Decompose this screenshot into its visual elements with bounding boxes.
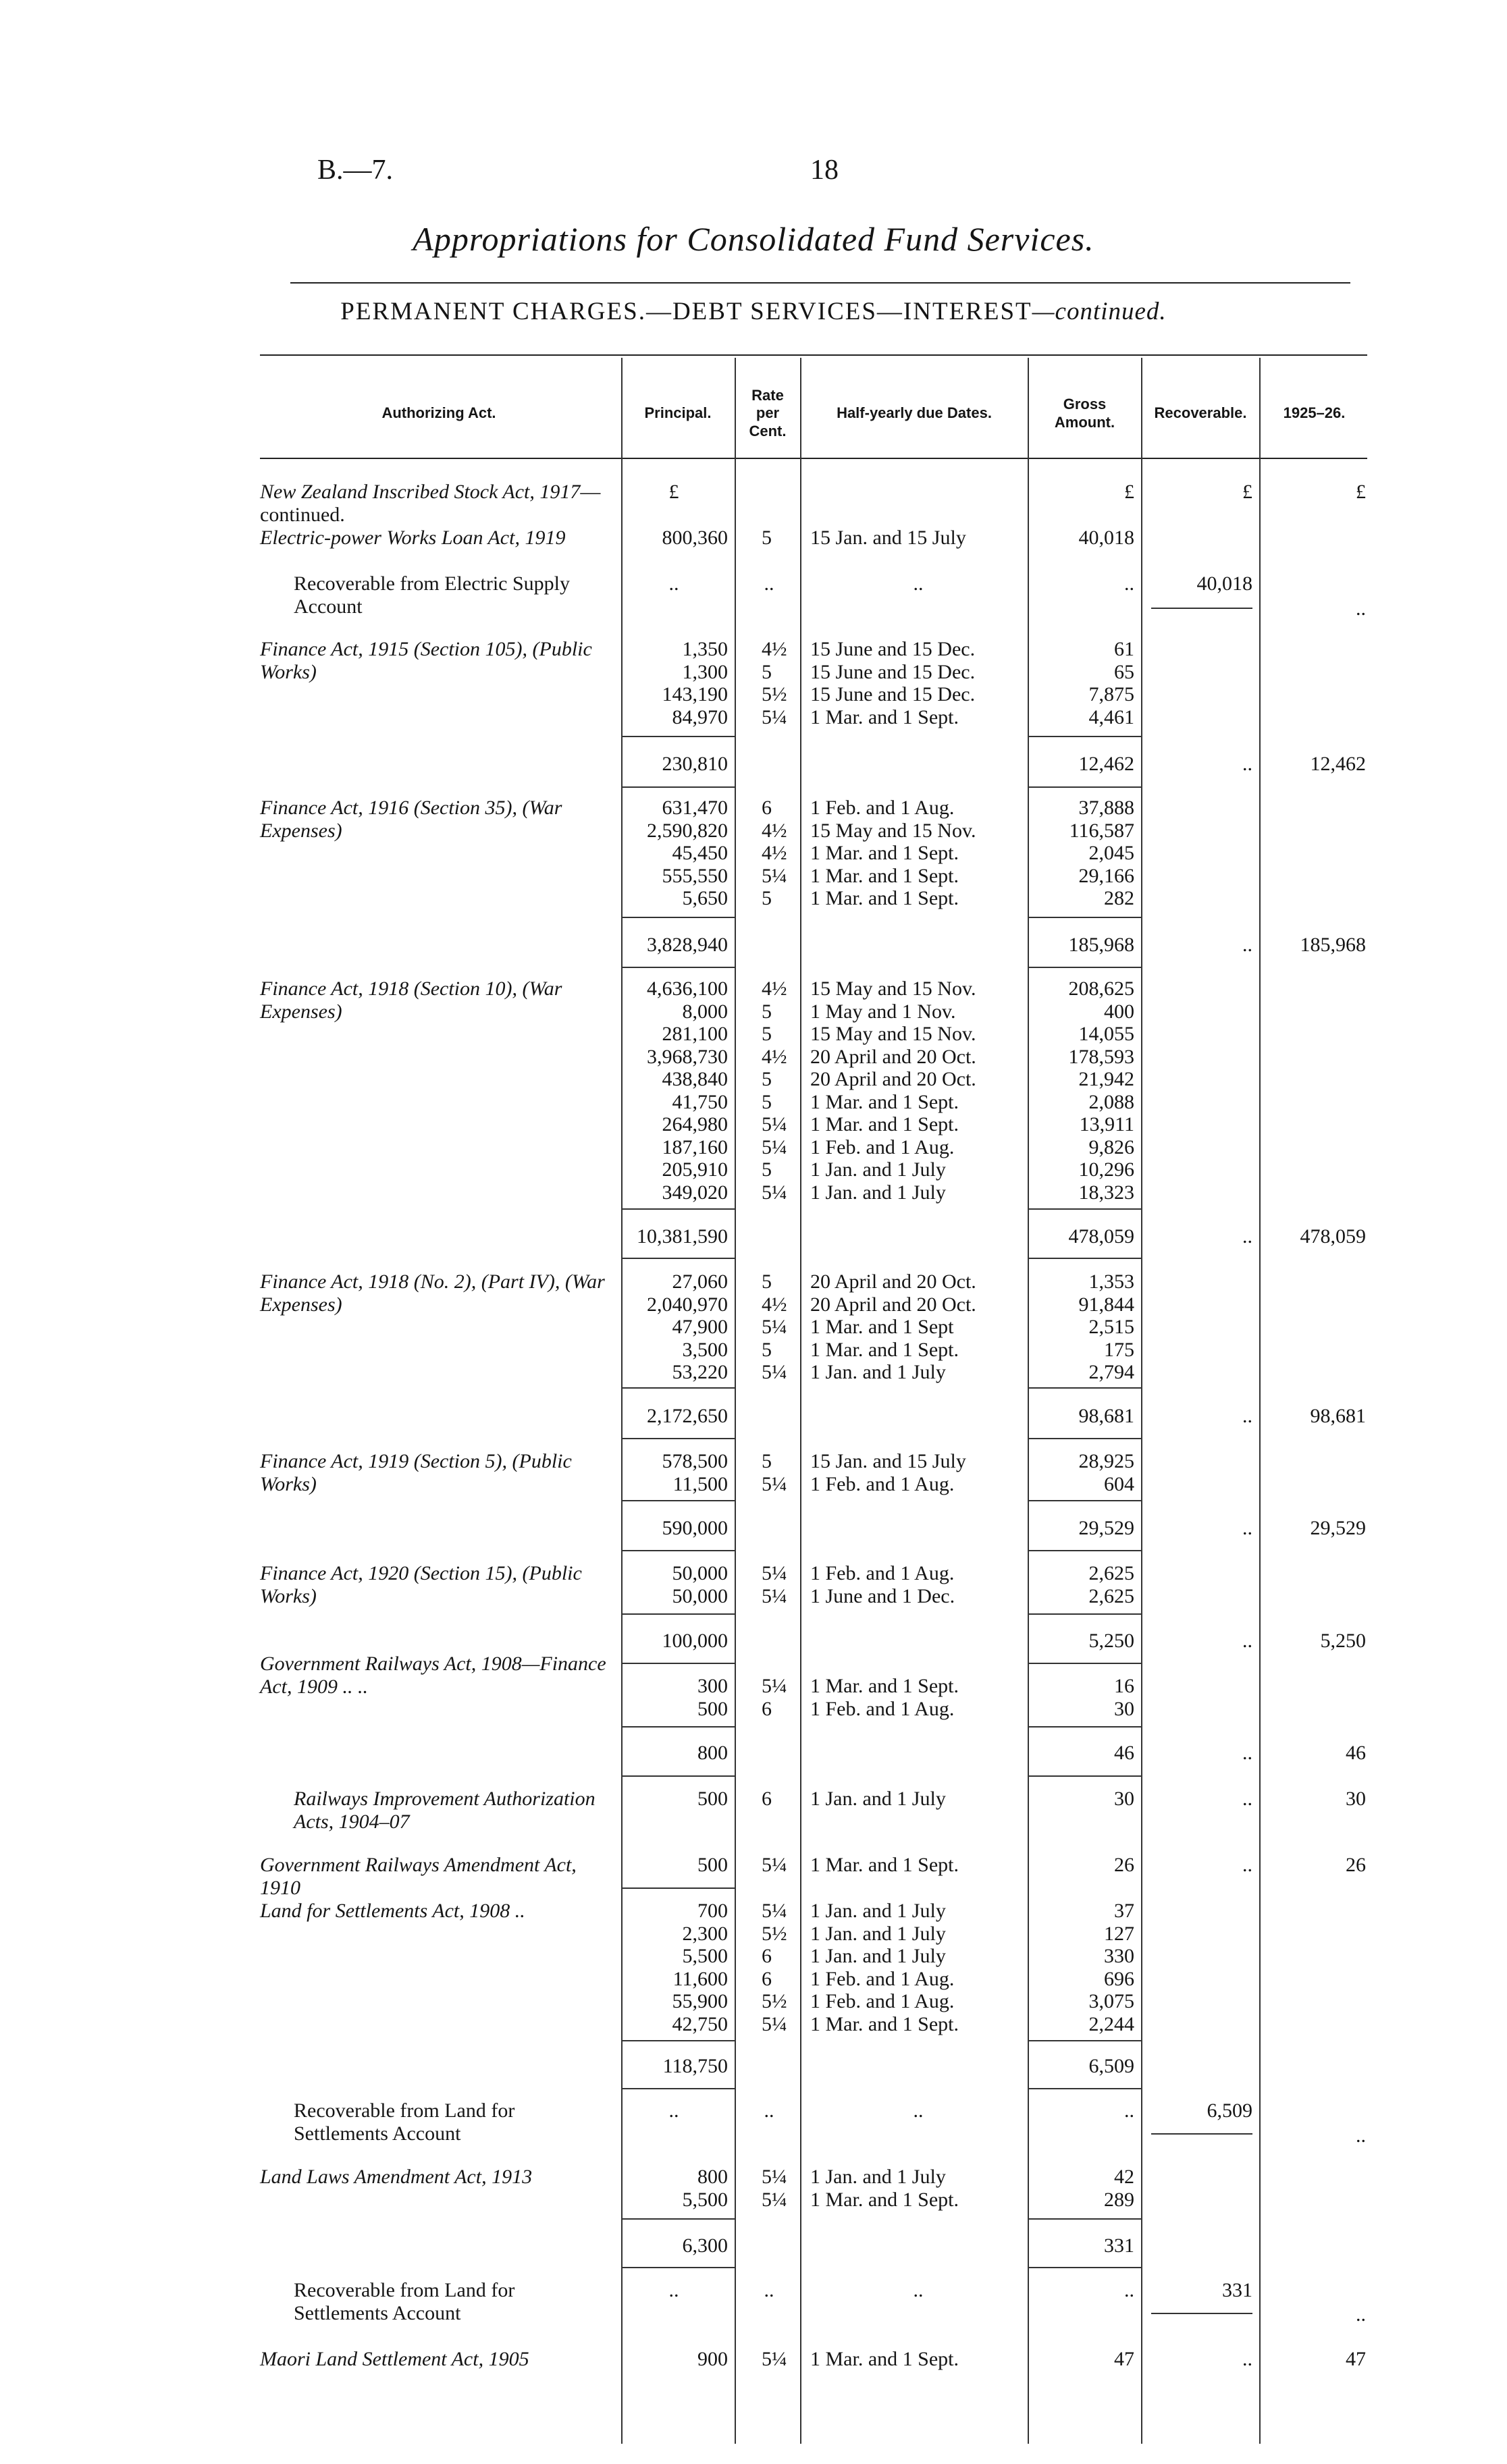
placeholder-dots: .. xyxy=(1242,1517,1252,1539)
subtotal-rule xyxy=(1029,1258,1141,1259)
principal-cell: 300 500 xyxy=(697,1675,728,1720)
recoverable-underline xyxy=(1151,2133,1252,2135)
subtotal-rule xyxy=(623,917,735,918)
subtotal-rule xyxy=(623,1775,735,1777)
subtotal-rule xyxy=(1029,1550,1141,1551)
subtotal-rule xyxy=(1029,917,1141,918)
year-total: 478,059 xyxy=(1300,1225,1366,1248)
gross-cell: 26 xyxy=(1114,1854,1134,1876)
table-header-rule xyxy=(260,458,1367,459)
subtotal-rule xyxy=(1029,2040,1141,2041)
subtotal-rule xyxy=(1029,967,1141,968)
subtotal-rule xyxy=(1029,1500,1141,1501)
rate-cell: 5¼ 6 xyxy=(762,1675,787,1720)
subtotal-gross: 331 xyxy=(1104,2234,1134,2257)
dates-cell: 1 Jan. and 1 July 1 Mar. and 1 Sept. xyxy=(810,2166,959,2211)
act-label: Land Laws Amendment Act, 1913 xyxy=(260,2166,533,2188)
dates-cell: 15 Jan. and 15 July 1 Feb. and 1 Aug. xyxy=(810,1450,966,1495)
placeholder-dots: .. xyxy=(668,2279,679,2301)
gross-cell: 37 127 330 696 3,075 2,244 xyxy=(1088,1900,1134,2035)
year-total: 12,462 xyxy=(1310,753,1366,775)
subtotal-rule xyxy=(623,2040,735,2041)
gross-cell: 37,888 116,587 2,045 29,166 282 xyxy=(1069,797,1134,909)
placeholder-dots: .. xyxy=(1356,597,1366,620)
gross-cell: 1,353 91,844 2,515 175 2,794 xyxy=(1078,1270,1134,1383)
principal-cell: 631,470 2,590,820 45,450 555,550 5,650 xyxy=(647,797,728,909)
subtotal-rule xyxy=(623,1550,735,1551)
subtotal-rule xyxy=(1029,736,1141,737)
subtotal-gross: 98,681 xyxy=(1078,1405,1134,1427)
currency-gross: £ xyxy=(1124,481,1134,503)
subtotal-principal: 10,381,590 xyxy=(637,1225,728,1248)
principal-cell: 900 xyxy=(697,2348,728,2370)
rate-cell: 4½ 5 5½ 5¼ xyxy=(762,638,787,728)
year-total: 98,681 xyxy=(1310,1405,1366,1427)
subtotal-rule xyxy=(623,736,735,737)
subtotal-rule xyxy=(623,2218,735,2220)
subtotal-principal: 6,300 xyxy=(682,2234,728,2257)
principal-cell: 500 xyxy=(697,1854,728,1876)
subtotal-rule xyxy=(1029,2088,1141,2089)
table-top-rule xyxy=(260,354,1367,356)
act-label: Finance Act, 1920 (Section 15), (Public Works) xyxy=(260,1562,582,1607)
act-label: New Zealand Inscribed Stock Act, 1917—continued. xyxy=(260,481,601,526)
subtotal-principal: 800 xyxy=(697,1742,728,1764)
act-label: Government Railways Amendment Act, 1910 xyxy=(260,1854,577,1899)
subtotal-gross: 5,250 xyxy=(1088,1630,1134,1652)
subtotal-rule xyxy=(623,1438,735,1439)
act-label: Finance Act, 1918 (No. 2), (Part IV), (War Expenses) xyxy=(260,1270,605,1316)
rate-cell: 5¼ xyxy=(762,1854,787,1876)
placeholder-dots: .. xyxy=(1124,572,1134,595)
act-label: Finance Act, 1916 (Section 35), (War Expenses) xyxy=(260,797,562,842)
subtotal-rule xyxy=(623,1887,735,1889)
placeholder-dots: .. xyxy=(1356,2303,1366,2326)
rate-cell: 5¼ 5¼ xyxy=(762,2166,787,2211)
placeholder-dots: .. xyxy=(1242,1788,1252,1810)
subtotal-rule xyxy=(623,786,735,788)
year-total: 26 xyxy=(1346,1854,1366,1876)
subtotal-gross: 185,968 xyxy=(1068,934,1134,956)
recoverable-cell: 6,509 xyxy=(1207,2099,1252,2122)
principal-cell: 27,060 2,040,970 47,900 3,500 53,220 xyxy=(647,1270,728,1383)
gross-cell: 28,925 604 xyxy=(1078,1450,1134,1495)
subtotal-rule xyxy=(1029,1387,1141,1389)
recoverable-label: Recoverable from Electric Supply Account xyxy=(294,572,571,618)
gross-cell: 47 xyxy=(1114,2348,1134,2370)
subtotal-rule xyxy=(1029,1663,1141,1664)
column-divider xyxy=(1259,358,1261,2444)
subtotal-rule xyxy=(1029,1726,1141,1728)
gross-cell: 208,625 400 14,055 178,593 21,942 2,088 13,911 9,826 10,296 18,323 xyxy=(1068,977,1134,1204)
dates-cell: 1 Feb. and 1 Aug. 15 May and 15 Nov. 1 Mar. and 1 Sept. 1 Mar. and 1 Sept. 1 Mar. and 1 Sept. xyxy=(810,797,976,909)
rate-cell: 4½ 5 5 4½ 5 5 5¼ 5¼ 5 5¼ xyxy=(762,977,787,1204)
subtotal-gross: 12,462 xyxy=(1078,753,1134,775)
subtotal-gross: 6,509 xyxy=(1088,2055,1134,2077)
column-divider xyxy=(1028,358,1029,2444)
dates-cell: 1 Feb. and 1 Aug. 1 June and 1 Dec. xyxy=(810,1562,955,1607)
subtotal-principal: 590,000 xyxy=(662,1517,728,1539)
year-total: 47 xyxy=(1346,2348,1366,2370)
subtotal-rule xyxy=(1029,2267,1141,2268)
subtotal-rule xyxy=(623,1663,735,1664)
subtotal-principal: 2,172,650 xyxy=(647,1405,728,1427)
placeholder-dots: .. xyxy=(1356,2124,1366,2147)
subtotal-gross: 46 xyxy=(1114,1742,1134,1764)
gross-cell: 61 65 7,875 4,461 xyxy=(1088,638,1134,728)
dates-cell: 1 Mar. and 1 Sept. xyxy=(810,1854,959,1876)
subtotal-rule xyxy=(1029,1208,1141,1210)
placeholder-dots: .. xyxy=(913,2099,924,2122)
subtotal-rule xyxy=(623,1208,735,1210)
principal-cell: 700 2,300 5,500 11,600 55,900 42,750 xyxy=(672,1900,728,2035)
subtotal-principal: 100,000 xyxy=(662,1630,728,1652)
currency-recoverable: £ xyxy=(1242,481,1252,503)
recoverable-underline xyxy=(1151,608,1252,609)
placeholder-dots: .. xyxy=(1242,1405,1252,1427)
page-number: 18 xyxy=(810,155,839,186)
placeholder-dots: .. xyxy=(913,2279,924,2301)
dates-cell: 1 Jan. and 1 July xyxy=(810,1788,946,1810)
rate-cell: 5 xyxy=(762,527,772,549)
title-rule xyxy=(290,282,1350,284)
year-total: 5,250 xyxy=(1320,1630,1366,1652)
rate-cell: 5¼ xyxy=(762,2348,787,2370)
placeholder-dots: .. xyxy=(1242,2348,1252,2370)
column-header-gross: Gross Amount. xyxy=(1054,396,1115,431)
dates-cell: 15 Jan. and 15 July xyxy=(810,527,966,549)
subtotal-rule xyxy=(623,1258,735,1259)
principal-cell: 800,360 xyxy=(662,527,728,549)
recoverable-cell: 331 xyxy=(1222,2279,1252,2301)
subtotal-rule xyxy=(1029,2218,1141,2220)
column-header-rate: Rate per Cent. xyxy=(749,386,787,439)
act-label: Finance Act, 1915 (Section 105), (Public Works) xyxy=(260,638,592,683)
rate-cell: 5 5¼ xyxy=(762,1450,787,1495)
dates-cell: 1 Mar. and 1 Sept. 1 Feb. and 1 Aug. xyxy=(810,1675,959,1720)
gross-cell: 42 289 xyxy=(1104,2166,1134,2211)
subtotal-rule xyxy=(623,1726,735,1728)
act-label: Finance Act, 1919 (Section 5), (Public Works) xyxy=(260,1450,572,1495)
principal-cell: 500 xyxy=(697,1788,728,1810)
placeholder-dots: .. xyxy=(913,572,924,595)
currency-principal: £ xyxy=(668,481,679,503)
rate-cell: 6 4½ 4½ 5¼ 5 xyxy=(762,797,787,909)
act-label: Finance Act, 1918 (Section 10), (War Expenses) xyxy=(260,977,562,1023)
page-title: Appropriations for Consolidated Fund Services. xyxy=(413,220,1094,258)
subtitle-main: PERMANENT CHARGES.—DEBT SERVICES—INTEREST xyxy=(340,298,1032,325)
currency-year: £ xyxy=(1356,481,1366,503)
placeholder-dots: .. xyxy=(764,572,774,595)
act-label: Railways Improvement Authorization Acts, 1904–07 xyxy=(294,1788,596,1833)
dates-cell: 1 Mar. and 1 Sept. xyxy=(810,2348,959,2370)
placeholder-dots: .. xyxy=(668,572,679,595)
column-divider xyxy=(1141,358,1142,2444)
rate-cell: 5 4½ 5¼ 5 5¼ xyxy=(762,1270,787,1383)
principal-cell: 50,000 50,000 xyxy=(672,1562,728,1607)
dates-cell: 1 Jan. and 1 July 1 Jan. and 1 July 1 Jan. and 1 July 1 Feb. and 1 Aug. 1 Feb. and 1 Aug. 1 Mar. and 1 Sept. xyxy=(810,1900,959,2035)
dates-cell: 15 June and 15 Dec. 15 June and 15 Dec. 15 June and 15 Dec. 1 Mar. and 1 Sept. xyxy=(810,638,976,728)
subtotal-principal: 230,810 xyxy=(662,753,728,775)
dates-cell: 15 May and 15 Nov. 1 May and 1 Nov. 15 May and 15 Nov. 20 April and 20 Oct. 20 April and 20 Oct. 1 Mar. and 1 Sept. 1 Mar. and 1 Sept. 1 Feb. and 1 Aug. 1 Jan. and 1 July 1 Jan. and 1 July xyxy=(810,977,976,1204)
principal-cell: 578,500 11,500 xyxy=(662,1450,728,1495)
principal-cell: 1,350 1,300 143,190 84,970 xyxy=(662,638,728,728)
column-header-act: Authorizing Act. xyxy=(381,404,496,422)
subtotal-gross: 478,059 xyxy=(1068,1225,1134,1248)
year-total: 30 xyxy=(1346,1788,1366,1810)
report-reference: B.—7. xyxy=(317,155,394,186)
placeholder-dots: .. xyxy=(1242,753,1252,775)
placeholder-dots: .. xyxy=(1124,2099,1134,2122)
placeholder-dots: .. xyxy=(1242,934,1252,956)
rate-cell: 5¼ 5¼ xyxy=(762,1562,787,1607)
column-header-year: 1925–26. xyxy=(1283,404,1346,422)
principal-cell: 4,636,100 8,000 281,100 3,968,730 438,840 41,750 264,980 187,160 205,910 349,020 xyxy=(647,977,728,1204)
year-total: 46 xyxy=(1346,1742,1366,1764)
gross-cell: 30 xyxy=(1114,1788,1134,1810)
subtotal-rule xyxy=(1029,1613,1141,1615)
act-label: Maori Land Settlement Act, 1905 xyxy=(260,2348,529,2370)
recoverable-label: Recoverable from Land for Settlements Account xyxy=(294,2099,515,2145)
column-header-dates: Half-yearly due Dates. xyxy=(837,404,992,422)
year-total: 185,968 xyxy=(1300,934,1366,956)
placeholder-dots: .. xyxy=(668,2099,679,2122)
subtotal-principal: 118,750 xyxy=(662,2055,728,2077)
subtotal-rule xyxy=(1029,786,1141,788)
column-divider xyxy=(735,358,736,2444)
placeholder-dots: .. xyxy=(1242,1854,1252,1876)
subtotal-rule xyxy=(623,2088,735,2089)
subtotal-rule xyxy=(623,1387,735,1389)
subtotal-rule xyxy=(623,967,735,968)
placeholder-dots: .. xyxy=(1242,1225,1252,1248)
principal-cell: 800 5,500 xyxy=(682,2166,728,2211)
rate-cell: 6 xyxy=(762,1788,772,1810)
recoverable-label: Recoverable from Land for Settlements Account xyxy=(294,2279,515,2324)
subtotal-rule xyxy=(1029,1438,1141,1439)
rate-cell: 5¼ 5½ 6 6 5½ 5¼ xyxy=(762,1900,787,2035)
subtotal-rule xyxy=(623,1613,735,1615)
subtotal-principal: 3,828,940 xyxy=(647,934,728,956)
act-label: Electric-power Works Loan Act, 1919 xyxy=(260,527,566,549)
placeholder-dots: .. xyxy=(764,2279,774,2301)
subtitle-continued: —continued. xyxy=(1032,298,1167,325)
year-total: 29,529 xyxy=(1310,1517,1366,1539)
section-subtitle xyxy=(0,297,1507,326)
subtotal-rule xyxy=(1029,1775,1141,1777)
subtotal-gross: 29,529 xyxy=(1078,1517,1134,1539)
subtotal-rule xyxy=(623,1500,735,1501)
column-header-principal: Principal. xyxy=(644,404,712,422)
gross-cell: 2,625 2,625 xyxy=(1088,1562,1134,1607)
gross-cell: 16 30 xyxy=(1114,1675,1134,1720)
dates-cell: 20 April and 20 Oct. 20 April and 20 Oct. 1 Mar. and 1 Sept 1 Mar. and 1 Sept. 1 Jan. and 1 July xyxy=(810,1270,976,1383)
placeholder-dots: .. xyxy=(1242,1630,1252,1652)
subtotal-rule xyxy=(623,2267,735,2268)
column-header-recoverable: Recoverable. xyxy=(1154,404,1247,422)
placeholder-dots: .. xyxy=(1242,1742,1252,1764)
act-label: Government Railways Act, 1908—Finance Act, 1909 .. .. xyxy=(260,1653,606,1698)
recoverable-underline xyxy=(1151,2313,1252,2314)
recoverable-cell: 40,018 xyxy=(1196,572,1252,595)
act-label: Land for Settlements Act, 1908 .. xyxy=(260,1900,525,1922)
gross-cell: 40,018 xyxy=(1078,527,1134,549)
placeholder-dots: .. xyxy=(764,2099,774,2122)
placeholder-dots: .. xyxy=(1124,2279,1134,2301)
